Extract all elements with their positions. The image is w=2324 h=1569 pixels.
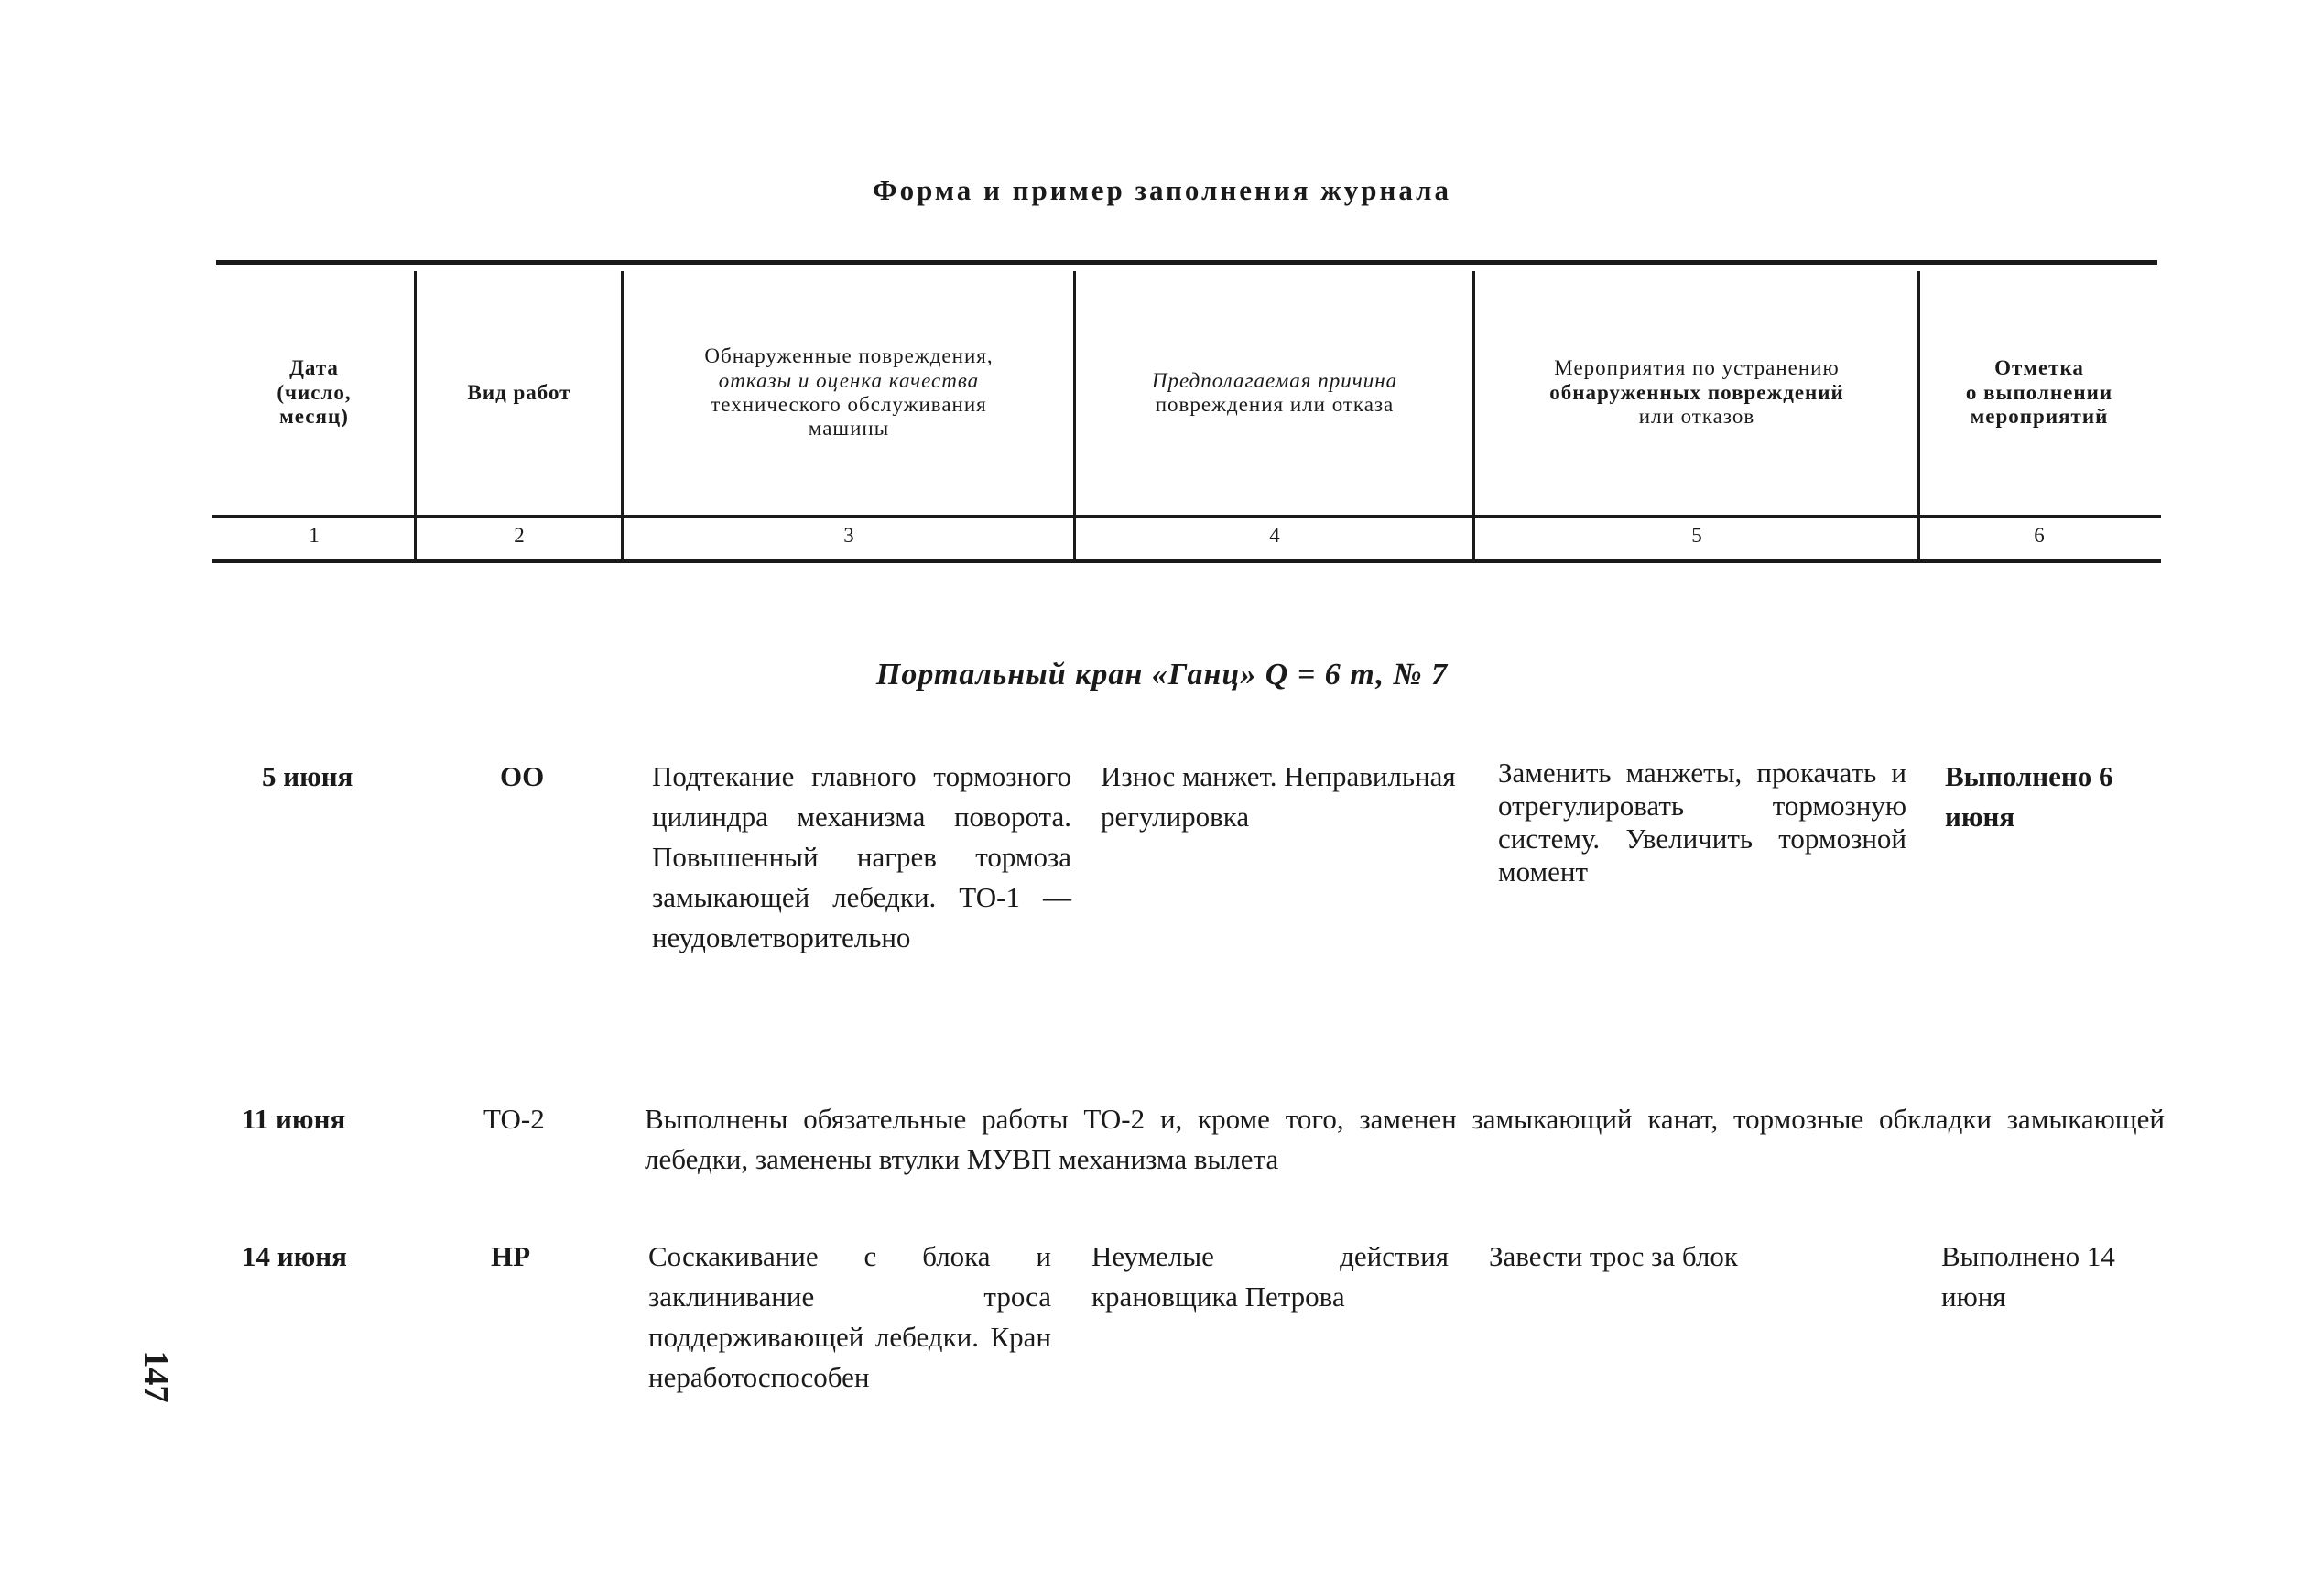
row-date: 14 июня: [242, 1240, 347, 1272]
row-cause: Неумелые действия крановщика Петрова: [1091, 1240, 1449, 1313]
row-measures: Заменить манжеты, прокачать и отрегулировать тормозную систему. Увеличить тормозной момент: [1498, 757, 1906, 888]
column-number: 2: [514, 524, 525, 547]
row-mark: Выполнено 6 июня: [1945, 760, 2113, 833]
row-work-type: НР: [491, 1240, 531, 1272]
column-number: 3: [843, 524, 854, 547]
row-measures: Завести трос за блок: [1489, 1240, 1738, 1272]
header-measures: Мероприятия по устранению обнаруженных повреждений или отказов: [1549, 356, 1844, 429]
header-mark: Отметка о выполнении мероприятий: [1965, 356, 2113, 429]
column-number: 6: [2034, 524, 2045, 547]
row-work-type: ТО-2: [483, 1103, 545, 1135]
column-number: 1: [309, 524, 320, 547]
row-span-text: Выполнены обязательные работы ТО-2 и, кроме того, заменен замыкающий канат, тормозные обкладки замыкающей лебедки, заменены втулки МУВП механизма вылета: [645, 1103, 2165, 1175]
table-top-rule: [216, 260, 2157, 265]
header-cause: Предполагаемая причина повреждения или отказа: [1151, 368, 1398, 416]
table-bottom-rule: [212, 559, 2161, 563]
journal-title: Форма и пример заполнения журнала: [873, 174, 1451, 206]
column-divider: [1917, 271, 1920, 561]
column-divider: [1472, 271, 1475, 561]
crane-subtitle: Портальный кран «Ганц» Q = 6 т, № 7: [875, 658, 1449, 692]
row-mark: Выполнено 14 июня: [1941, 1240, 2115, 1313]
column-divider: [621, 271, 624, 561]
header-bottom-rule: [212, 515, 2161, 518]
header-work-type: Вид работ: [467, 380, 571, 404]
header-date: Дата (число, месяц): [277, 356, 352, 429]
column-divider: [1073, 271, 1076, 561]
row-cause: Износ манжет. Неправильная регулировка: [1101, 760, 1456, 833]
page-number: 147: [136, 1350, 175, 1403]
column-number: 5: [1691, 524, 1702, 547]
row-date: 11 июня: [242, 1103, 346, 1135]
row-work-type: ОО: [500, 760, 545, 792]
header-damage: Обнаруженные повреждения, отказы и оценка качества технического обслуживания машины: [704, 344, 994, 441]
row-damage: Подтекание главного тормозного цилиндра механизма поворота. Повышенный нагрев тормоза замыкающей лебедки. ТО-1 — неудовлетворительно: [652, 760, 1071, 953]
row-date: 5 июня: [262, 760, 353, 792]
column-divider: [414, 271, 417, 561]
row-damage: Соскакивание с блока и заклинивание троса поддерживающей лебедки. Кран неработоспособен: [648, 1240, 1051, 1393]
column-number: 4: [1269, 524, 1280, 547]
